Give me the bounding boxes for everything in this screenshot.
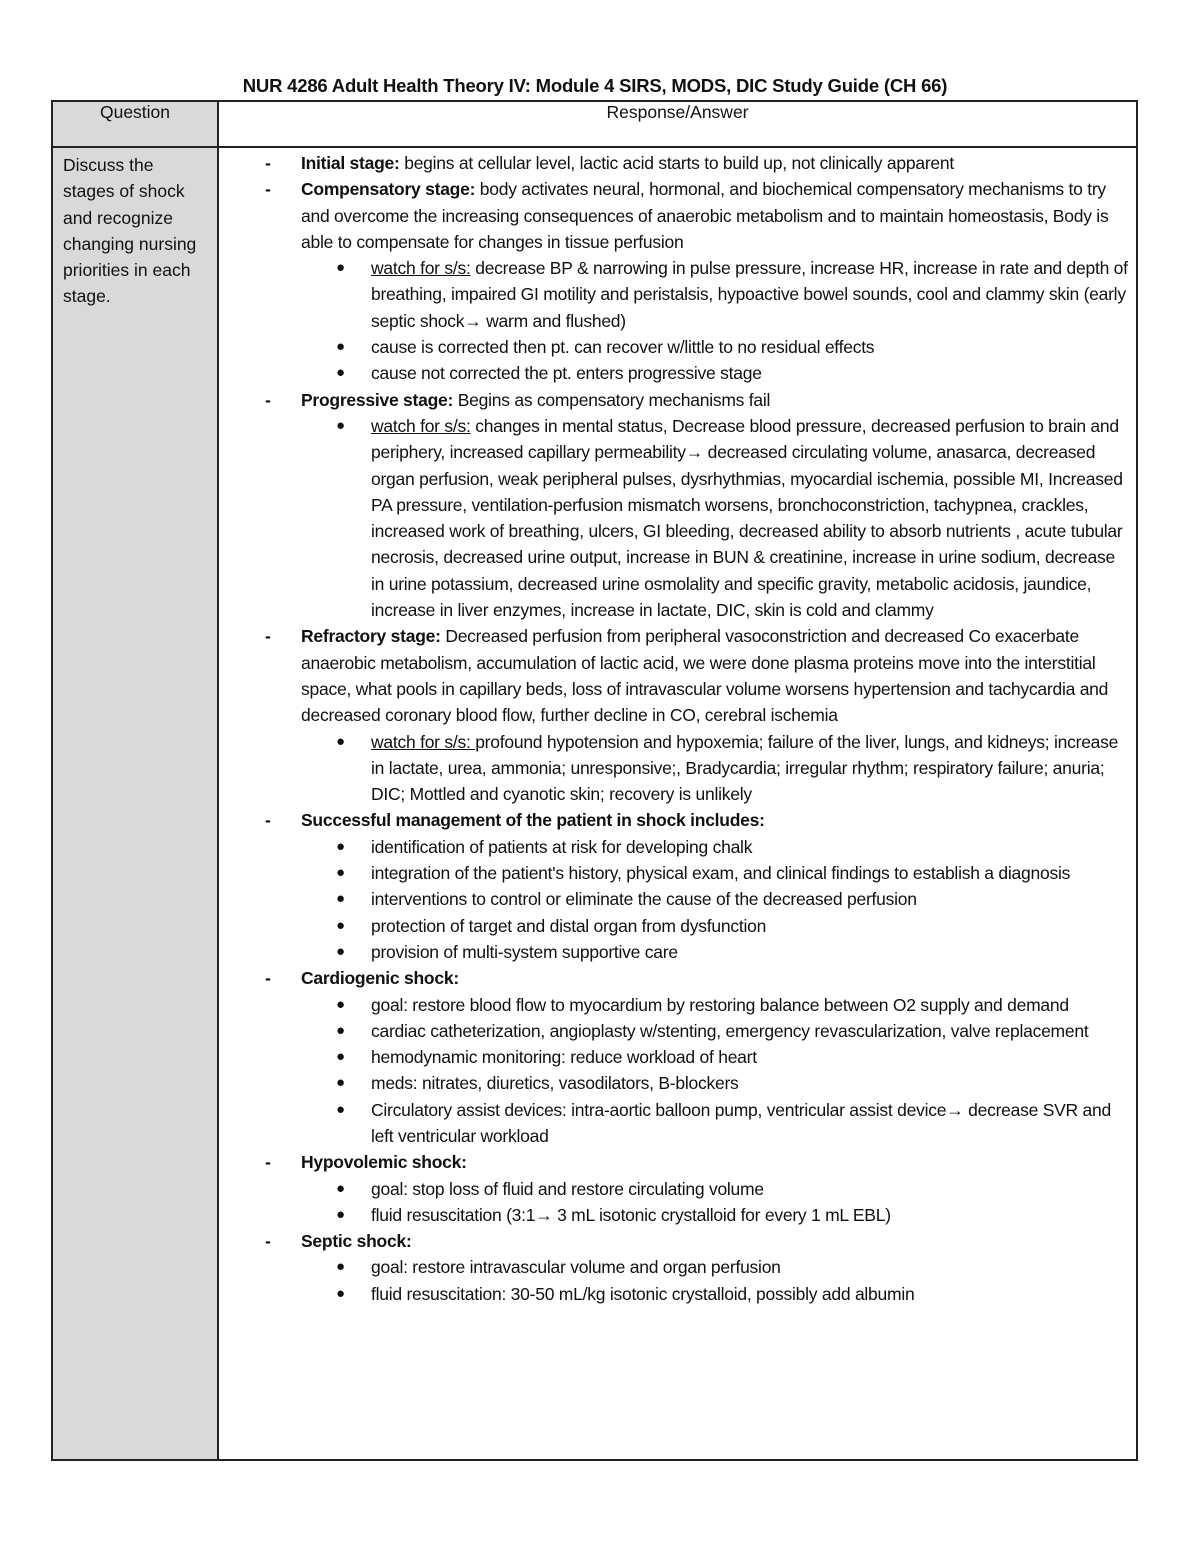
- shock-section: [219, 150, 1136, 176]
- bullet-text: hemodynamic monitoring: reduce workload of heart: [371, 1047, 757, 1068]
- bullet-text: cause not corrected the pt. enters progressive stage: [371, 363, 762, 384]
- bullet-item: [219, 1281, 1136, 1307]
- bullet-item: [219, 1070, 1136, 1096]
- watch-label: watch for s/s:: [371, 258, 471, 279]
- bullet-item: [219, 913, 1136, 939]
- bullet-icon: ●: [336, 1100, 345, 1118]
- section-text: begins at cellular level, lactic acid starts to build up, not clinically apparent: [399, 153, 954, 173]
- bullet-text: fluid resuscitation: 30-50 mL/kg isotonic crystalloid, possibly add albumin: [371, 1283, 915, 1304]
- bullet-icon: ●: [336, 864, 345, 882]
- question-column-header: Question: [52, 101, 218, 147]
- dash-marker: -: [265, 968, 271, 989]
- bullet-text: identification of patients at risk for developing chalk: [371, 836, 753, 857]
- bullet-text: cause is corrected then pt. can recover w/little to no residual effects: [371, 337, 875, 358]
- page-title: NUR 4286 Adult Health Theory IV: Module 4 SIRS, MODS, DIC Study Guide (CH 66): [242, 75, 948, 96]
- table-row: [52, 147, 1137, 1460]
- bullet-icon: ●: [336, 916, 345, 934]
- shock-section: [219, 807, 1136, 833]
- section-label: Hypovolemic shock:: [301, 1152, 467, 1173]
- question-text: Discuss the stages of shock and recognize changing nursing priorities in each stage.: [63, 155, 197, 307]
- shock-section: [219, 176, 1136, 255]
- bullet-icon: ●: [336, 1258, 345, 1276]
- bullet-text: changes in mental status, Decrease blood pressure, decreased perfusion to brain and periphery, increased capillary permeability→ decreased circulating volume, anasarca, decreased organ perfusion, weak peripheral pulses, dysrhythmias, myocardial ischemia, possible MI, Increased PA pressure, ventilation-perfusion mismatch worsens, bronchoconstriction, tachypnea, crackles, increased work of breathing, ulcers, GI bleeding, decreased ability to absorb nutrients , acute tubular necrosis, decreased urine output, increase in BUN & creatinine, increase in urine sodium, decrease in urine potassium, decreased urine osmolality and specific gravity, metabolic acidosis, jaundice, increase in liver enzymes, increase in lactate, DIC, skin is cold and clammy: [371, 415, 1123, 621]
- bullet-item: [219, 886, 1136, 912]
- bullet-text: interventions to control or eliminate the cause of the decreased perfusion: [371, 889, 917, 910]
- shock-section: [219, 1228, 1136, 1254]
- bullet-text: integration of the patient's history, physical exam, and clinical findings to establish a diagnosis: [371, 863, 1071, 884]
- answer-cell: [218, 147, 1137, 1460]
- answer-body: [219, 148, 1136, 1307]
- bullet-text: goal: restore intravascular volume and organ perfusion: [371, 1257, 781, 1278]
- bullet-item: [219, 860, 1136, 886]
- section-label: Cardiogenic shock:: [301, 968, 459, 989]
- bullet-text: goal: restore blood flow to myocardium by restoring balance between O2 supply and demand: [371, 994, 1069, 1015]
- section-label: Refractory stage:: [301, 626, 441, 647]
- bullet-text: meds: nitrates, diuretics, vasodilators, B-blockers: [371, 1073, 739, 1094]
- bullet-item: [219, 729, 1136, 808]
- shock-section: [219, 965, 1136, 991]
- bullet-item: [219, 939, 1136, 965]
- section-label: Compensatory stage:: [301, 179, 476, 200]
- bullet-icon: ●: [336, 416, 345, 434]
- bullet-item: [219, 834, 1136, 860]
- study-guide-table: [51, 100, 1138, 1461]
- question-cell: [52, 147, 218, 1460]
- dash-marker: -: [265, 153, 271, 173]
- section-text: Decreased perfusion from peripheral vasoconstriction and decreased Co exacerbate anaerobic metabolism, accumulation of lactic acid, we were done plasma proteins move into the interstitial space, what pools in capillary beds, loss of intravascular volume worsens hypertension and tachycardia and decreased coronary blood flow, further decline in CO, cerebral ischemia: [301, 626, 1109, 726]
- shock-section: [219, 387, 1136, 413]
- dash-marker: -: [265, 179, 271, 200]
- shock-section: [219, 1149, 1136, 1175]
- section-label: Septic shock:: [301, 1231, 412, 1252]
- bullet-text: goal: stop loss of fluid and restore circulating volume: [371, 1178, 764, 1199]
- section-label: Successful management of the patient in shock includes:: [301, 810, 765, 831]
- bullet-item: [219, 413, 1136, 623]
- bullet-item: [219, 255, 1136, 334]
- bullet-item: [219, 334, 1136, 360]
- bullet-icon: ●: [336, 890, 345, 908]
- section-text: body activates neural, hormonal, and biochemical compensatory mechanisms to try and overcome the increasing consequences of anaerobic metabolism and to maintain homeostasis, Body is able to compensate for changes in tissue perfusion: [301, 179, 1109, 252]
- bullet-text: provision of multi-system supportive care: [371, 941, 678, 962]
- bullet-text: fluid resuscitation (3:1→ 3 mL isotonic crystalloid for every 1 mL EBL): [371, 1204, 891, 1225]
- bullet-icon: ●: [336, 995, 345, 1013]
- bullet-item: [219, 1018, 1136, 1044]
- bullet-icon: ●: [336, 364, 345, 382]
- watch-label: watch for s/s:: [371, 415, 471, 436]
- response-column-header: Response/Answer: [218, 101, 1137, 147]
- bullet-icon: ●: [336, 1284, 345, 1302]
- dash-marker: -: [265, 1152, 271, 1173]
- bullet-item: [219, 1176, 1136, 1202]
- dash-marker: -: [265, 389, 271, 410]
- bullet-item: [219, 1202, 1136, 1228]
- bullet-item: [219, 992, 1136, 1018]
- bullet-icon: ●: [336, 732, 345, 750]
- section-text: Begins as compensatory mechanisms fail: [453, 389, 771, 410]
- bullet-icon: ●: [336, 1205, 345, 1223]
- bullet-text: protection of target and distal organ from dysfunction: [371, 915, 767, 936]
- bullet-text: cardiac catheterization, angioplasty w/stenting, emergency revascularization, valve replacement: [371, 1020, 1089, 1041]
- section-label: Progressive stage:: [301, 389, 454, 410]
- bullet-text: decrease BP & narrowing in pulse pressure, increase HR, increase in rate and depth of breathing, impaired GI motility and peristalsis, hypoactive bowel sounds, cool and clammy skin (early septic shock→ warm and flushed): [371, 258, 1128, 331]
- bullet-text: profound hypotension and hypoxemia; failure of the liver, lungs, and kidneys; increase in lactate, urea, ammonia; unresponsive;, Bradycardia; irregular rhythm; respiratory failure; anuria; DIC; Mottled and cyanotic skin; recovery is unlikely: [371, 731, 1119, 805]
- bullet-icon: ●: [336, 338, 345, 356]
- bullet-icon: ●: [336, 259, 345, 277]
- shock-section: [219, 623, 1136, 728]
- bullet-item: [219, 1254, 1136, 1280]
- bullet-text: Circulatory assist devices: intra-aortic balloon pump, ventricular assist device→ decrease SVR and left ventricular workload: [371, 1099, 1111, 1146]
- watch-label: watch for s/s:: [371, 731, 476, 752]
- dash-marker: -: [265, 1231, 271, 1252]
- section-label: Initial stage:: [301, 153, 400, 173]
- bullet-item: [219, 360, 1136, 386]
- bullet-item: [219, 1044, 1136, 1070]
- bullet-item: [219, 1097, 1136, 1150]
- table-header-row: [52, 101, 1137, 147]
- bullet-icon: ●: [336, 1074, 345, 1092]
- bullet-icon: ●: [336, 942, 345, 960]
- bullet-icon: ●: [336, 1021, 345, 1039]
- dash-marker: -: [265, 626, 271, 647]
- bullet-icon: ●: [336, 1048, 345, 1066]
- bullet-icon: ●: [336, 837, 345, 855]
- bullet-icon: ●: [336, 1179, 345, 1197]
- dash-marker: -: [265, 810, 271, 831]
